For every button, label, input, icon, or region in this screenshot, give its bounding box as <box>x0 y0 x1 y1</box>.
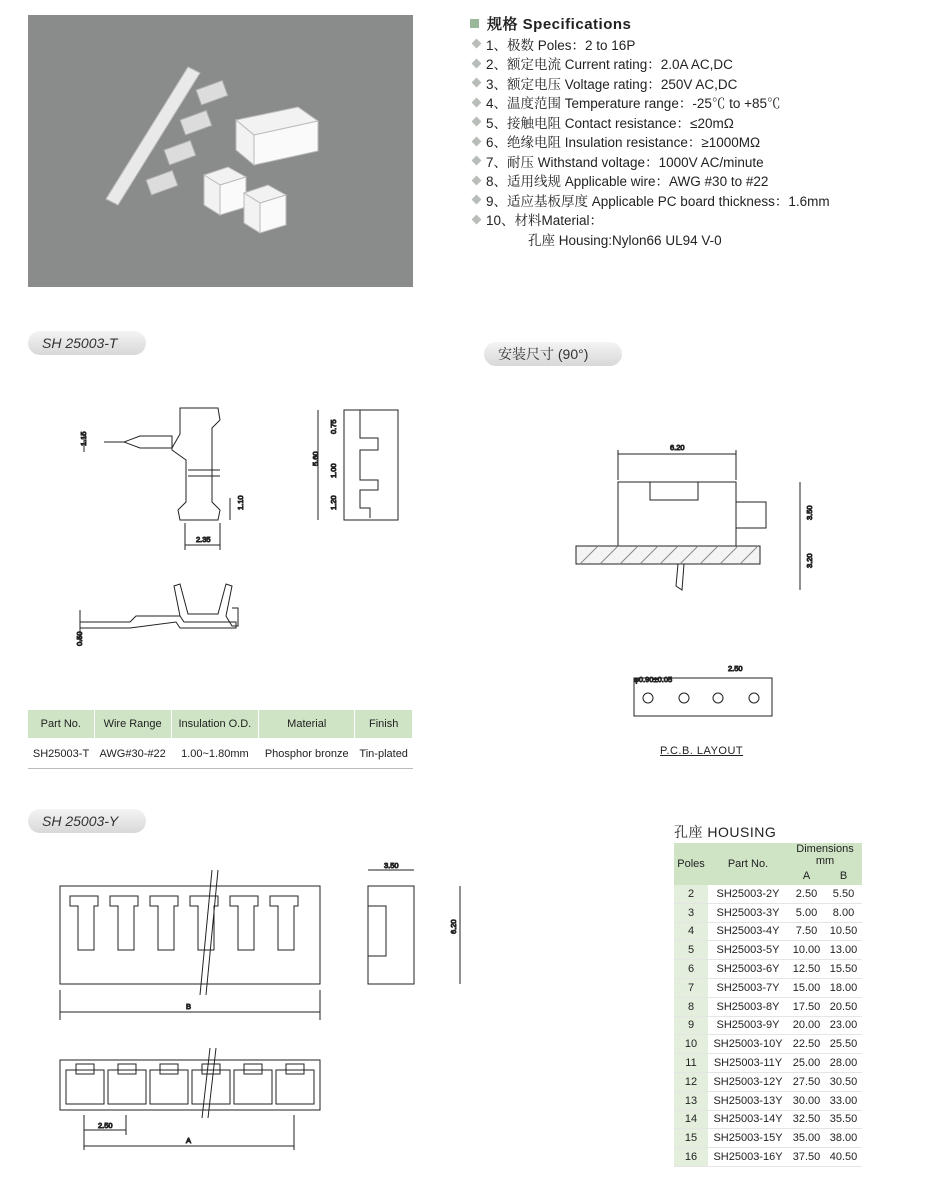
cell-poles: 9 <box>674 1016 708 1035</box>
cell-part: SH25003-13Y <box>708 1091 788 1110</box>
dim-5-60: 5.60 <box>311 451 320 466</box>
cell-part: SH25003-3Y <box>708 903 788 922</box>
col-part-no: Part No. <box>28 710 94 739</box>
cell-poles: 3 <box>674 903 708 922</box>
spec-text: 10、材料Material： <box>486 213 604 229</box>
table-row <box>674 885 862 903</box>
mounting-section-label: 安装尺寸 (90°) <box>484 342 622 366</box>
col-part-no: Part No. <box>708 843 788 885</box>
cell-b: 40.50 <box>825 1148 862 1167</box>
cell-part: SH25003-16Y <box>708 1148 788 1167</box>
dim-1-20: 1.20 <box>329 495 338 510</box>
table-row <box>674 1129 862 1148</box>
cell-part: SH25003-11Y <box>708 1054 788 1073</box>
diamond-bullet-icon <box>472 97 482 107</box>
cell-part: SH25003-14Y <box>708 1110 788 1129</box>
cell-poles: 15 <box>674 1129 708 1148</box>
cell-a: 22.50 <box>788 1035 825 1054</box>
mount-dim-3-20: 3.20 <box>805 553 814 568</box>
cell: AWG#30-#22 <box>94 739 171 769</box>
col-finish: Finish <box>355 710 413 739</box>
cell-b: 18.00 <box>825 978 862 997</box>
cell-part: SH25003-10Y <box>708 1035 788 1054</box>
table-row <box>674 1035 862 1054</box>
mount-dim-3-50: 3.50 <box>805 505 814 520</box>
spec-text: 8、适用线规 Applicable wire：AWG #30 to #22 <box>486 174 769 190</box>
cell-a: 2.50 <box>788 885 825 903</box>
housing-dim-3-50: 3.50 <box>384 861 399 870</box>
diamond-bullet-icon <box>472 78 482 88</box>
table-header <box>28 710 413 739</box>
spec-material-housing: 孔座 Housing:Nylon66 UL94 V-0 <box>528 233 722 248</box>
cell-a: 17.50 <box>788 997 825 1016</box>
dim-1-15: 1.15 <box>79 431 88 446</box>
spec-text: 1、极数 Poles：2 to 16P <box>486 37 636 53</box>
cell-b: 28.00 <box>825 1054 862 1073</box>
spec-item <box>470 132 910 152</box>
cell-b: 38.00 <box>825 1129 862 1148</box>
terminal-part-table <box>28 710 413 769</box>
housing-section-label: SH 25003-Y <box>28 809 146 833</box>
housing-dim-b: B <box>186 1002 192 1011</box>
diamond-bullet-icon <box>472 214 482 224</box>
cell-part: SH25003-6Y <box>708 960 788 979</box>
spec-text: 6、绝缘电阻 Insulation resistance：≥1000MΩ <box>486 135 761 151</box>
cell-part: SH25003-7Y <box>708 978 788 997</box>
col-material: Material <box>259 710 355 739</box>
cell-part: SH25003-5Y <box>708 941 788 960</box>
specifications <box>470 12 910 248</box>
cell-b: 13.00 <box>825 941 862 960</box>
dim-1-00: 1.00 <box>329 463 338 478</box>
cell-a: 37.50 <box>788 1148 825 1167</box>
spec-text: 9、适应基板厚度 Applicable PC board thickness：1.6mm <box>486 193 830 209</box>
col-a: A <box>788 867 825 885</box>
table-row <box>674 997 862 1016</box>
cell-b: 10.50 <box>825 922 862 941</box>
mounting-drawing <box>570 440 830 600</box>
cell-part: SH25003-2Y <box>708 885 788 903</box>
cell-a: 32.50 <box>788 1110 825 1129</box>
pcb-hole-dim: φ0.90±0.05 <box>634 675 673 684</box>
cell-a: 20.00 <box>788 1016 825 1035</box>
col-insulation: Insulation O.D. <box>171 710 258 739</box>
table-row <box>674 1072 862 1091</box>
cell-poles: 14 <box>674 1110 708 1129</box>
col-poles: Poles <box>674 843 708 885</box>
table-row <box>674 960 862 979</box>
cell-poles: 7 <box>674 978 708 997</box>
cell-poles: 11 <box>674 1054 708 1073</box>
table-row <box>674 1148 862 1167</box>
housing-table-title: 孔座 HOUSING <box>674 824 777 840</box>
spec-item <box>470 210 910 230</box>
spec-text: 4、温度范围 Temperature range：-25℃ to +85℃ <box>486 96 781 112</box>
terminal-section-label: SH 25003-T <box>28 331 146 355</box>
cell-poles: 6 <box>674 960 708 979</box>
cell-b: 15.50 <box>825 960 862 979</box>
cell-part: SH25003-4Y <box>708 922 788 941</box>
diamond-bullet-icon <box>472 175 482 185</box>
cell-a: 35.00 <box>788 1129 825 1148</box>
specs-title <box>470 12 910 34</box>
housing-table <box>674 843 862 1167</box>
spec-item <box>470 190 910 210</box>
housing-table-body <box>674 885 862 1166</box>
cell-a: 30.00 <box>788 1091 825 1110</box>
table-row <box>674 1091 862 1110</box>
cell-poles: 10 <box>674 1035 708 1054</box>
dim-1-10: 1.10 <box>236 495 245 510</box>
diamond-bullet-icon <box>472 117 482 127</box>
table-row <box>674 1054 862 1073</box>
product-photo <box>28 15 413 287</box>
cell-poles: 8 <box>674 997 708 1016</box>
table-row <box>674 1016 862 1035</box>
cell-a: 25.00 <box>788 1054 825 1073</box>
spec-item <box>470 54 910 74</box>
spec-text: 2、额定电流 Current rating：2.0A AC,DC <box>486 57 733 73</box>
spec-item <box>470 73 910 93</box>
cell-a: 7.50 <box>788 922 825 941</box>
table-row <box>674 978 862 997</box>
cell-b: 30.50 <box>825 1072 862 1091</box>
cell-b: 25.50 <box>825 1035 862 1054</box>
spec-item <box>470 112 910 132</box>
spec-item <box>470 151 910 171</box>
cell-part: SH25003-15Y <box>708 1129 788 1148</box>
cell-b: 5.50 <box>825 885 862 903</box>
diamond-bullet-icon <box>472 195 482 205</box>
table-row <box>674 903 862 922</box>
table-row <box>674 941 862 960</box>
diamond-bullet-icon <box>472 39 482 49</box>
cell-a: 5.00 <box>788 903 825 922</box>
spec-item <box>470 171 910 191</box>
spec-text: 3、额定电压 Voltage rating：250V AC,DC <box>486 76 738 92</box>
cell-poles: 12 <box>674 1072 708 1091</box>
cell-b: 20.50 <box>825 997 862 1016</box>
col-wire-range: Wire Range <box>94 710 171 739</box>
specs-title-text: 规格 Specifications <box>487 15 632 33</box>
cell-poles: 5 <box>674 941 708 960</box>
housing-pitch-dim: 2.50 <box>98 1121 113 1130</box>
spec-text: 5、接触电阻 Contact resistance：≤20mΩ <box>486 115 734 131</box>
pcb-layout-label: P.C.B. LAYOUT <box>660 745 744 757</box>
spec-text: 7、耐压 Withstand voltage：1000V AC/minute <box>486 154 764 170</box>
pcb-layout-drawing <box>630 662 780 722</box>
housing-dim-a: A <box>186 1136 192 1145</box>
cell-part: SH25003-12Y <box>708 1072 788 1091</box>
square-bullet-icon <box>470 19 479 28</box>
cell-b: 35.50 <box>825 1110 862 1129</box>
cell-poles: 4 <box>674 922 708 941</box>
table-header <box>674 843 862 867</box>
cell: Phosphor bronze <box>259 739 355 769</box>
mount-dim-6-20: 6.20 <box>670 443 685 452</box>
spec-item <box>470 93 910 113</box>
cell-b: 33.00 <box>825 1091 862 1110</box>
spec-item <box>470 34 910 54</box>
housing-dim-6-20: 6.20 <box>449 919 458 934</box>
col-dimensions: Dimensions mm <box>788 843 862 867</box>
cell-poles: 2 <box>674 885 708 903</box>
cell-a: 27.50 <box>788 1072 825 1091</box>
terminal-drawing <box>60 390 420 670</box>
dim-0-50: 0.50 <box>75 631 84 646</box>
diamond-bullet-icon <box>472 58 482 68</box>
cell-poles: 13 <box>674 1091 708 1110</box>
dim-0-75: 0.75 <box>329 419 338 434</box>
pcb-pitch-dim: 2.50 <box>728 664 743 673</box>
cell-a: 12.50 <box>788 960 825 979</box>
cell-b: 8.00 <box>825 903 862 922</box>
connector-product-photo <box>28 15 413 287</box>
cell-a: 10.00 <box>788 941 825 960</box>
diamond-bullet-icon <box>472 136 482 146</box>
table-row <box>28 739 413 769</box>
table-row <box>674 922 862 941</box>
dim-2-35: 2.35 <box>196 535 211 544</box>
cell-part: SH25003-8Y <box>708 997 788 1016</box>
cell-poles: 16 <box>674 1148 708 1167</box>
cell-part: SH25003-9Y <box>708 1016 788 1035</box>
table-row <box>674 1110 862 1129</box>
housing-drawing <box>40 860 470 1160</box>
cell-b: 23.00 <box>825 1016 862 1035</box>
cell: 1.00~1.80mm <box>171 739 258 769</box>
cell: SH25003-T <box>28 739 94 769</box>
cell-a: 15.00 <box>788 978 825 997</box>
diamond-bullet-icon <box>472 156 482 166</box>
col-b: B <box>825 867 862 885</box>
cell: Tin-plated <box>355 739 413 769</box>
